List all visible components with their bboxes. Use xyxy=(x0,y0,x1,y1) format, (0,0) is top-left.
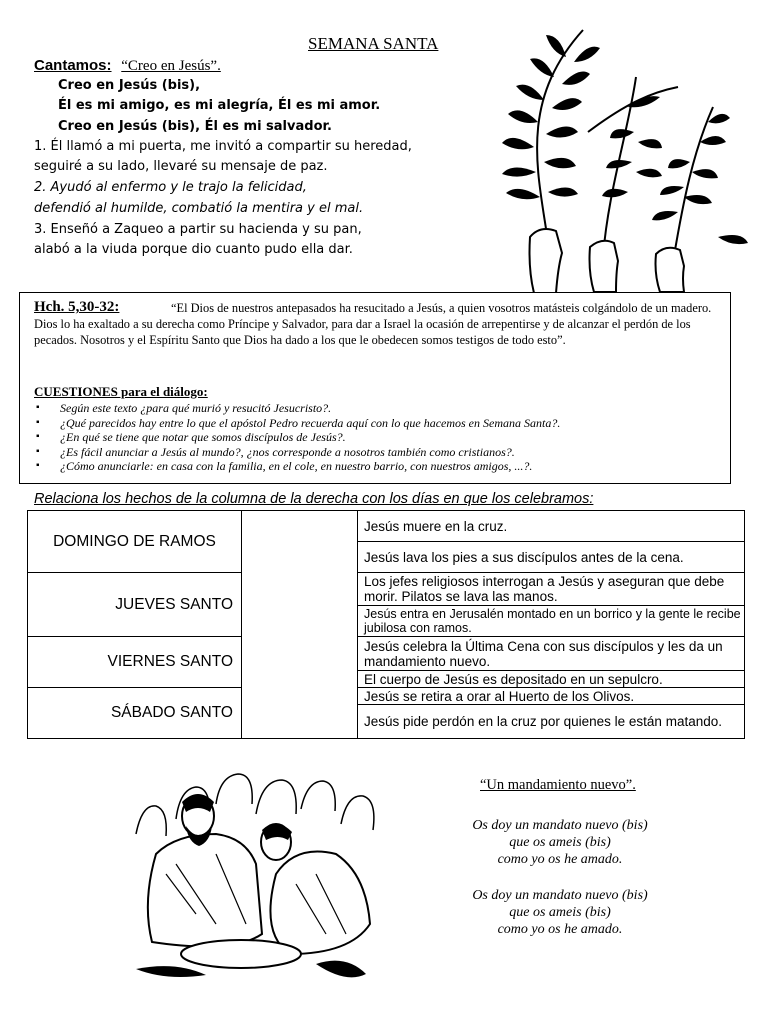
reading-text: “El Dios de nuestros antepasados ha resucitado a Jesús, a quien vosotros matásteis colgándolo de un madero. Dios lo ha exaltado a su derecha como Príncipe y Salvador, para dar a Israel la ocasión de arrepentirse y de alcanzar el perdón de los pecados. Nosotros y el Espíritu Santo que Dios ha dado a los que le obedecen somos testigos de todo esto”. xyxy=(34,301,712,347)
verse-line-5: 3. Enseñó a Zaqueo a partir su hacienda y su pan, xyxy=(34,222,362,237)
event-cell: Jesús se retira a orar al Huerto de los Olivos. xyxy=(358,688,745,705)
question-item: ▪ ¿Qué parecidos hay entre lo que el apóstol Pedro recuerda aquí con lo que hacemos en Semana Santa?. xyxy=(34,416,560,431)
question-item: ▪ ¿Es fácil anunciar a Jesús al mundo?, ¿nos corresponde a nosotros también como cristianos?. xyxy=(34,445,560,460)
verse-line-2: seguiré a su lado, llevaré su mensaje de paz. xyxy=(34,159,328,174)
verse-line-3: 2. Ayudó al enfermo y le trajo la felicidad, xyxy=(34,180,307,195)
verse-line-4: defendió al humilde, combatió la mentira y el mal. xyxy=(34,201,364,216)
page-title: SEMANA SANTA xyxy=(308,34,439,53)
question-item: ▪ ¿En qué se tiene que notar que somos discípulos de Jesús?. xyxy=(34,430,560,445)
poem-line: como yo os he amado. xyxy=(497,922,623,937)
poem-line: Os doy un mandato nuevo (bis) xyxy=(472,888,648,903)
poem-line: como yo os he amado. xyxy=(497,852,623,867)
verse-line-6: alabó a la viuda porque dio cuanto pudo ella dar. xyxy=(34,242,353,257)
day-cell: JUEVES SANTO xyxy=(28,573,242,637)
event-cell: Jesús pide perdón en la cruz por quienes le están matando. xyxy=(358,705,745,739)
event-cell: Jesús lava los pies a sus discípulos antes de la cena. xyxy=(358,542,745,573)
poem-line: Os doy un mandato nuevo (bis) xyxy=(472,818,648,833)
event-cell: Los jefes religiosos interrogan a Jesús y aseguran que debe morir. Pilatos se lava las manos. xyxy=(358,573,745,606)
poem-line: que os ameis (bis) xyxy=(509,905,611,920)
day-cell: VIERNES SANTO xyxy=(28,637,242,688)
song-name: “Creo en Jesús”. xyxy=(121,58,221,74)
verse-line-1: 1. Él llamó a mi puerta, me invitó a compartir su heredad, xyxy=(34,139,412,154)
poem-title: “Un mandamiento nuevo”. xyxy=(480,777,636,793)
questions-list xyxy=(34,401,560,474)
palm-branches-illustration xyxy=(478,12,763,292)
song-label: Cantamos: xyxy=(34,57,112,74)
reading-box xyxy=(19,292,731,484)
chorus-line-1: Creo en Jesús (bis), xyxy=(58,78,201,93)
chorus-line-2: Él es mi amigo, es mi alegría, Él es mi amor. xyxy=(58,98,381,113)
event-cell: Jesús muere en la cruz. xyxy=(358,511,745,542)
day-cell: DOMINGO DE RAMOS xyxy=(28,511,242,573)
matching-table xyxy=(27,510,745,739)
matching-instruction: Relaciona los hechos de la columna de la derecha con los días en que los celebramos: xyxy=(34,491,594,507)
event-cell: Jesús celebra la Última Cena con sus discípulos y les da un mandamiento nuevo. xyxy=(358,637,745,671)
event-cell: El cuerpo de Jesús es depositado en un sepulcro. xyxy=(358,671,745,688)
question-item: ▪ ¿Cómo anunciarle: en casa con la familia, en el cole, en nuestro barrio, con nuestros amigos, ...?. xyxy=(34,459,560,474)
poem-line: que os ameis (bis) xyxy=(509,835,611,850)
event-cell: Jesús entra en Jerusalén montado en un borrico y la gente le recibe jubilosa con ramos. xyxy=(358,606,745,637)
questions-title: CUESTIONES para el diálogo: xyxy=(34,384,208,399)
day-cell: SÁBADO SANTO xyxy=(28,688,242,739)
reading-reference: Hch. 5,30-32: xyxy=(34,299,120,315)
chorus-line-3: Creo en Jesús (bis), Él es mi salvador. xyxy=(58,119,332,134)
foot-washing-illustration xyxy=(116,764,394,988)
song-heading xyxy=(34,57,221,75)
answer-column[interactable] xyxy=(242,511,358,739)
question-item: ▪ Según este texto ¿para qué murió y resucitó Jesucristo?. xyxy=(34,401,560,416)
